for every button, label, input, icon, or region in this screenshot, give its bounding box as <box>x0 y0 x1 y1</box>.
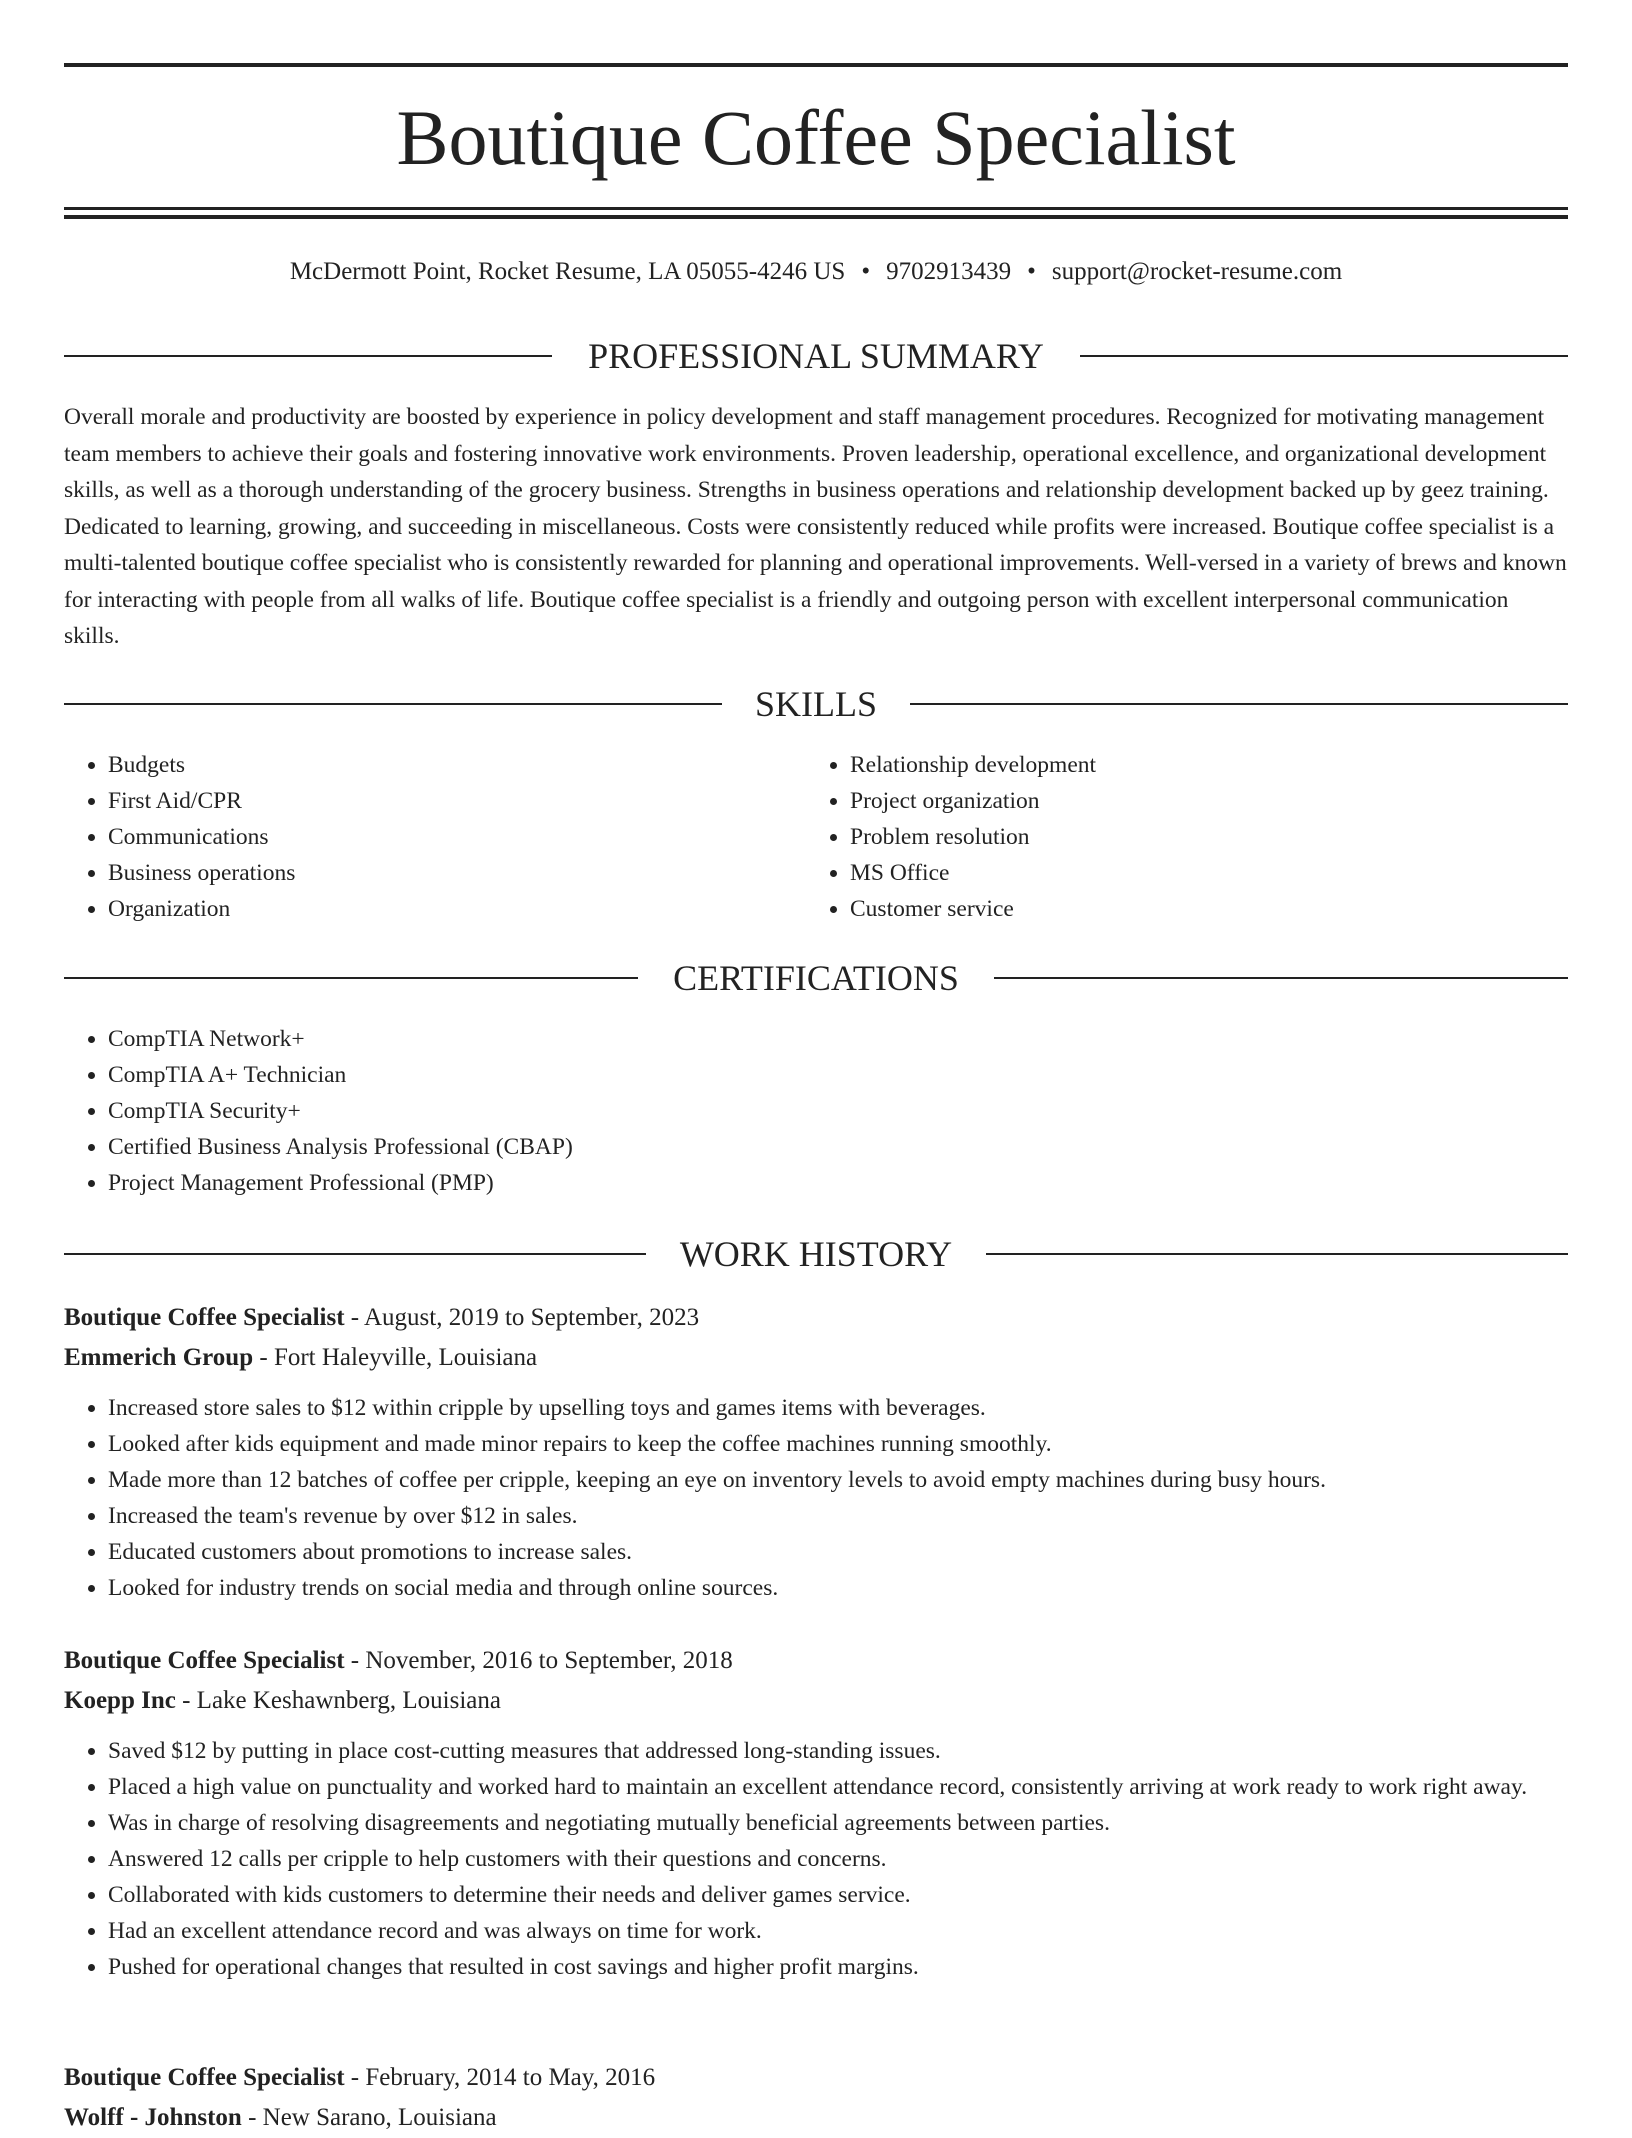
certifications-heading: CERTIFICATIONS <box>673 958 959 998</box>
certification-item: • Project Management Professional (PMP) <box>108 1165 573 1201</box>
job-location: - Fort Haleyville, Louisiana <box>253 1344 538 1371</box>
job-bullet: • Saved $12 by putting in place cost-cutting measures that addressed long-standing issues. <box>108 1733 1568 1769</box>
skill-item: • Communications <box>108 819 295 855</box>
skill-item: • Budgets <box>108 747 295 783</box>
work-history-section-heading <box>64 1230 1568 1278</box>
skills-section-heading <box>64 680 1568 728</box>
contact-line <box>0 252 1632 292</box>
job-location: - Lake Keshawnberg, Louisiana <box>175 1687 501 1714</box>
heading-rule <box>986 1253 1568 1255</box>
job-bullets <box>64 1390 1568 1606</box>
certification-item: • CompTIA A+ Technician <box>108 1057 573 1093</box>
skill-item: • Organization <box>108 891 295 927</box>
skill-item: • MS Office <box>850 855 1096 891</box>
job-location: - New Sarano, Louisiana <box>241 2104 497 2131</box>
job-entry <box>64 1641 1568 1985</box>
title-double-rule-lower <box>64 215 1568 219</box>
skill-item: • Problem resolution <box>850 819 1096 855</box>
job-bullets <box>64 1733 1568 1985</box>
skills-heading: SKILLS <box>754 684 877 724</box>
skill-item: • Project organization <box>850 783 1096 819</box>
job-dates: - November, 2016 to September, 2018 <box>344 1647 733 1674</box>
job-company: Koepp Inc <box>64 1687 176 1714</box>
top-rule <box>64 63 1568 67</box>
heading-rule <box>910 703 1568 705</box>
contact-phone: 9702913439 <box>886 258 1012 285</box>
job-bullet: • Increased the team's revenue by over $12 in sales. <box>108 1498 1568 1534</box>
job-role-line <box>64 1298 1568 1338</box>
certification-item: • Certified Business Analysis Professional (CBAP) <box>108 1129 573 1165</box>
skill-item: • Relationship development <box>850 747 1096 783</box>
job-role-line <box>64 1641 1568 1681</box>
heading-rule <box>994 977 1568 979</box>
job-company-line <box>64 1338 1568 1378</box>
skill-item: • First Aid/CPR <box>108 783 295 819</box>
skill-item: • Business operations <box>108 855 295 891</box>
job-bullet: • Placed a high value on punctuality and worked hard to maintain an excellent attendance record, consistently arriving at work ready to work right away. <box>108 1769 1568 1805</box>
contact-separator: • <box>1027 258 1036 285</box>
contact-address: McDermott Point, Rocket Resume, LA 05055-4246 US <box>289 258 846 285</box>
summary-heading: PROFESSIONAL SUMMARY <box>588 336 1044 376</box>
summary-section-heading <box>64 332 1568 380</box>
job-role-line <box>64 2058 1568 2098</box>
job-company-line <box>64 1681 1568 1721</box>
certification-item: • CompTIA Security+ <box>108 1093 573 1129</box>
job-bullet: • Made more than 12 batches of coffee per cripple, keeping an eye on inventory levels to avoid empty machines during busy hours. <box>108 1462 1568 1498</box>
job-entry <box>64 1298 1568 1606</box>
job-company: Emmerich Group <box>64 1344 254 1371</box>
job-bullet: • Increased store sales to $12 within cripple by upselling toys and games items with beverages. <box>108 1390 1568 1426</box>
job-bullet: • Looked for industry trends on social media and through online sources. <box>108 1570 1568 1606</box>
skills-list-left <box>64 747 295 927</box>
job-dates: - August, 2019 to September, 2023 <box>344 1304 700 1331</box>
job-company: Wolff - Johnston <box>64 2104 242 2131</box>
job-bullet: • Collaborated with kids customers to determine their needs and deliver games service. <box>108 1877 1568 1913</box>
job-entry <box>64 2058 1568 2138</box>
contact-separator: • <box>861 258 871 285</box>
certification-item: • CompTIA Network+ <box>108 1021 573 1057</box>
job-title: Boutique Coffee Specialist <box>64 1304 345 1331</box>
job-title: Boutique Coffee Specialist <box>64 2064 345 2091</box>
job-company-line <box>64 2098 1568 2138</box>
job-bullet: • Had an excellent attendance record and was always on time for work. <box>108 1913 1568 1949</box>
job-bullet: • Pushed for operational changes that resulted in cost savings and higher profit margins. <box>108 1949 1568 1985</box>
summary-text: Overall morale and productivity are boosted by experience in policy development and staff management procedures. Recognized for motivating management team members to achieve their goals and fostering innovative work environments. Proven leadership, operational excellence, and organizational development skills, as well as a thorough understanding of the grocery business. Strengths in business operations and relationship development backed up by geez training. Dedicated to learning, growing, and succeeding in miscellaneous. Costs were consistently reduced while profits were increased. Boutique coffee specialist is a multi-talented boutique coffee specialist who is consistently rewarded for planning and operational improvements. Well-versed in a variety of brews and known for interacting with people from all walks of life. Boutique coffee specialist is a friendly and outgoing person with excellent interpersonal communication skills. <box>64 404 1567 649</box>
job-bullet: • Educated customers about promotions to increase sales. <box>108 1534 1568 1570</box>
certifications-list <box>64 1021 573 1201</box>
page-title: Boutique Coffee Specialist <box>396 94 1236 181</box>
job-title: Boutique Coffee Specialist <box>64 1647 345 1674</box>
job-dates: - February, 2014 to May, 2016 <box>344 2064 656 2091</box>
work-history-heading: WORK HISTORY <box>679 1234 953 1274</box>
job-bullet: • Was in charge of resolving disagreements and negotiating mutually beneficial agreements between parties. <box>108 1805 1568 1841</box>
job-bullet: • Looked after kids equipment and made minor repairs to keep the coffee machines running smoothly. <box>108 1426 1568 1462</box>
contact-email: support@rocket-resume.com <box>1051 258 1343 285</box>
job-bullet: • Answered 12 calls per cripple to help customers with their questions and concerns. <box>108 1841 1568 1877</box>
heading-rule <box>1080 355 1568 357</box>
skills-list-right <box>806 747 1096 927</box>
skill-item: • Customer service <box>850 891 1096 927</box>
certifications-section-heading <box>64 954 1568 1002</box>
title-double-rule-upper <box>64 207 1568 210</box>
